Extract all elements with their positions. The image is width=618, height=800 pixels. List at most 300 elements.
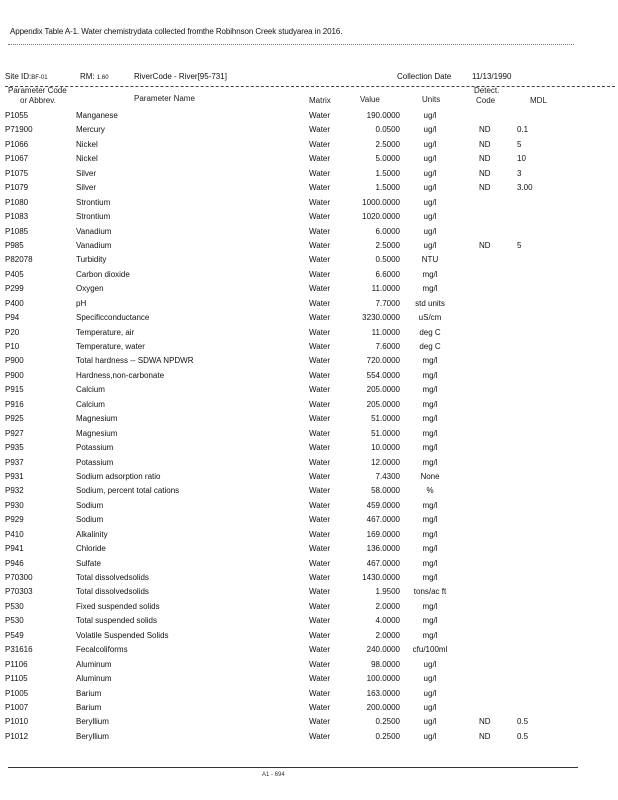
- rm-label: RM:: [80, 72, 95, 81]
- cell-code: P530: [5, 616, 24, 626]
- cell-units-text: mg/l: [422, 529, 438, 539]
- header-detect-code: Code: [476, 96, 496, 105]
- cell-value: 2.0000: [375, 601, 400, 611]
- cell-units-text: ug/l: [423, 226, 437, 236]
- cell-code: P20: [5, 327, 20, 337]
- site-id: [5, 72, 48, 81]
- cell-name: Oxygen: [76, 284, 104, 294]
- table-row: [0, 673, 618, 687]
- cell-name: Potassium: [76, 443, 114, 453]
- cell-value: 467.0000: [366, 515, 400, 525]
- cell-units-text: mg/l: [422, 356, 438, 366]
- cell-value: 554.0000: [366, 370, 400, 380]
- cell-units-text: ug/l: [423, 659, 437, 669]
- cell-code: P1106: [5, 659, 28, 669]
- cell-value: 51.0000: [371, 428, 400, 438]
- header-mdl: MDL: [530, 96, 547, 105]
- cell-matrix: Water: [309, 659, 331, 669]
- table-row: [0, 226, 618, 240]
- cell-value: 1000.0000: [362, 197, 400, 207]
- table-row: [0, 731, 618, 745]
- cell-code: P70303: [5, 587, 33, 597]
- cell-matrix: Water: [309, 587, 331, 597]
- cell-code: P1012: [5, 731, 29, 741]
- table-row: [0, 688, 618, 702]
- cell-code: P946: [5, 558, 24, 568]
- cell-units-text: mg/l: [422, 284, 438, 294]
- cell-det: ND: [479, 154, 491, 164]
- cell-det: ND: [479, 125, 491, 135]
- cell-value: 100.0000: [366, 674, 400, 684]
- cell-name: Aluminum: [76, 659, 112, 669]
- cell-code: P31616: [5, 645, 33, 655]
- cell-units-text: ug/l: [423, 731, 437, 741]
- cell-mdl: 5: [517, 139, 522, 149]
- site-id-value: BF-01: [31, 75, 48, 81]
- cell-value: 51.0000: [371, 414, 400, 424]
- cell-value: 7.6000: [375, 342, 400, 351]
- table-row: [0, 500, 618, 514]
- cell-units-text: mg/l: [422, 558, 438, 568]
- cell-name: Magnesium: [76, 414, 118, 424]
- table-row: [0, 457, 618, 471]
- table-row: [0, 413, 618, 427]
- cell-code: P1080: [5, 197, 29, 207]
- cell-value: 2.5000: [375, 240, 400, 250]
- collection-date-label: Collection Date: [397, 72, 452, 81]
- cell-name: Sodium adsorption ratio: [76, 471, 161, 481]
- cell-matrix: Water: [309, 183, 331, 193]
- cell-name: Barium: [76, 702, 102, 712]
- cell-matrix: Water: [309, 428, 331, 438]
- cell-units-text: ug/l: [423, 197, 437, 207]
- cell-code: P932: [5, 486, 24, 496]
- cell-name: Specificconductance: [76, 313, 150, 323]
- cell-matrix: Water: [309, 529, 331, 539]
- cell-matrix: Water: [309, 154, 331, 164]
- cell-det: ND: [479, 168, 491, 178]
- cell-matrix: Water: [309, 313, 331, 323]
- table-row: [0, 558, 618, 572]
- cell-name: Sodium, percent total cations: [76, 486, 180, 496]
- cell-code: P410: [5, 529, 24, 539]
- table-row: [0, 168, 618, 182]
- cell-matrix: Water: [309, 414, 331, 424]
- cell-matrix: Water: [309, 515, 331, 525]
- header-matrix: Matrix: [309, 96, 331, 105]
- cell-value: 4.0000: [375, 616, 400, 626]
- table-row: [0, 716, 618, 730]
- cell-name: Total hardness -- SDWA NPDWR: [76, 356, 194, 366]
- cell-matrix: Water: [309, 139, 331, 149]
- table-row: [0, 370, 618, 384]
- header-value: Value: [360, 95, 380, 104]
- cell-units-text: ug/l: [423, 111, 437, 120]
- cell-units-text: mg/l: [422, 385, 438, 395]
- cell-units-text: ug/l: [423, 154, 437, 164]
- cell-matrix: Water: [309, 731, 331, 741]
- cell-units-text: ug/l: [423, 168, 437, 178]
- cell-matrix: Water: [309, 616, 331, 626]
- cell-code: P930: [5, 500, 24, 510]
- cell-units-text: mg/l: [422, 414, 438, 424]
- table-row: [0, 384, 618, 398]
- cell-matrix: Water: [309, 601, 331, 611]
- cell-code: P900: [5, 370, 24, 380]
- cell-code: P405: [5, 269, 24, 279]
- cell-matrix: Water: [309, 168, 331, 178]
- cell-units-text: ug/l: [423, 674, 437, 684]
- page-number: A1 - 694: [262, 772, 285, 778]
- cell-units-text: mg/l: [422, 269, 438, 279]
- cell-code: P94: [5, 313, 20, 323]
- cell-value: 11.0000: [371, 327, 400, 337]
- cell-units-text: ug/l: [423, 688, 437, 698]
- cell-value: 0.5000: [375, 255, 400, 265]
- table-row: [0, 110, 618, 124]
- cell-units-text: mg/l: [422, 370, 438, 380]
- cell-units-text: cfu/100ml: [412, 645, 448, 655]
- table-row: [0, 182, 618, 196]
- table-row: [0, 659, 618, 673]
- cell-name: Vanadium: [76, 240, 112, 250]
- cell-matrix: Water: [309, 544, 331, 554]
- cell-value: 1.5000: [375, 183, 400, 193]
- cell-units-text: NTU: [421, 255, 439, 265]
- cell-det: ND: [479, 717, 491, 727]
- table-row: [0, 355, 618, 369]
- header-divider: [5, 86, 615, 87]
- cell-code: P1075: [5, 168, 29, 178]
- cell-matrix: Water: [309, 284, 331, 294]
- cell-matrix: Water: [309, 342, 331, 351]
- cell-value: 1020.0000: [362, 212, 400, 222]
- river-mile: [80, 72, 109, 81]
- cell-code: P1079: [5, 183, 29, 193]
- cell-value: 10.0000: [371, 443, 400, 453]
- cell-matrix: Water: [309, 674, 331, 684]
- cell-name: Fixed suspended solids: [76, 601, 160, 611]
- cell-name: Temperature, water: [76, 342, 145, 351]
- cell-name: Nickel: [76, 154, 98, 164]
- cell-value: 3230.0000: [362, 313, 400, 323]
- cell-name: Turbidity: [76, 255, 107, 265]
- cell-code: P925: [5, 414, 24, 424]
- cell-value: 136.0000: [366, 544, 400, 554]
- cell-units-text: ug/l: [423, 139, 437, 149]
- cell-units-text: mg/l: [422, 573, 438, 582]
- cell-code: P1067: [5, 154, 29, 164]
- cell-code: P70300: [5, 573, 33, 582]
- cell-name: Vanadium: [76, 226, 112, 236]
- cell-code: P929: [5, 515, 24, 525]
- cell-matrix: Water: [309, 500, 331, 510]
- cell-code: P1055: [5, 111, 29, 120]
- cell-units-text: deg C: [419, 342, 441, 351]
- cell-matrix: Water: [309, 486, 331, 496]
- cell-name: Strontium: [76, 197, 111, 207]
- cell-matrix: Water: [309, 645, 331, 655]
- table-row: [0, 197, 618, 211]
- table-row: [0, 139, 618, 153]
- table-row: [0, 269, 618, 283]
- cell-units-text: mg/l: [422, 601, 438, 611]
- cell-code: P935: [5, 443, 24, 453]
- table-row: [0, 298, 618, 312]
- cell-units-text: mg/l: [422, 630, 438, 640]
- cell-code: P1085: [5, 226, 29, 236]
- cell-value: 0.2500: [375, 731, 400, 741]
- cell-name: Mercury: [76, 125, 105, 135]
- cell-matrix: Water: [309, 255, 331, 265]
- cell-name: pH: [76, 298, 87, 308]
- cell-name: Sodium: [76, 500, 104, 510]
- cell-mdl: 0.5: [517, 731, 529, 741]
- cell-units-text: ug/l: [423, 212, 437, 222]
- cell-value: 2.0000: [375, 630, 400, 640]
- cell-value: 163.0000: [366, 688, 400, 698]
- cell-matrix: Water: [309, 356, 331, 366]
- cell-code: P1007: [5, 702, 29, 712]
- cell-matrix: Water: [309, 702, 331, 712]
- table-row: [0, 283, 618, 297]
- cell-units-text: uS/cm: [418, 313, 442, 323]
- cell-value: 1.5000: [375, 168, 400, 178]
- cell-name: Nickel: [76, 139, 98, 149]
- cell-code: P900: [5, 356, 24, 366]
- cell-code: P71900: [5, 125, 33, 135]
- cell-units-text: mg/l: [422, 515, 438, 525]
- cell-code: P916: [5, 399, 24, 409]
- cell-matrix: Water: [309, 457, 331, 467]
- cell-value: 200.0000: [366, 702, 400, 712]
- cell-name: Sulfate: [76, 558, 101, 568]
- cell-name: Silver: [76, 183, 97, 193]
- table-row: [0, 442, 618, 456]
- cell-name: Alkalinity: [76, 529, 108, 539]
- header-detect: Detect.: [474, 86, 500, 95]
- cell-code: P82078: [5, 255, 33, 265]
- cell-det: ND: [479, 183, 491, 193]
- cell-matrix: Water: [309, 385, 331, 395]
- title-divider: [8, 44, 574, 45]
- cell-mdl: 10: [517, 154, 526, 164]
- cell-code: P937: [5, 457, 24, 467]
- cell-code: P1105: [5, 674, 28, 684]
- cell-name: Chloride: [76, 544, 106, 554]
- table-row: [0, 240, 618, 254]
- collection-date-value: 11/13/1990: [472, 72, 512, 81]
- cell-code: P915: [5, 385, 24, 395]
- table-row: [0, 153, 618, 167]
- cell-units-text: mg/l: [422, 616, 438, 626]
- cell-value: 7.4300: [375, 471, 400, 481]
- cell-value: 6.6000: [375, 269, 400, 279]
- cell-matrix: Water: [309, 125, 331, 135]
- header-param-name: Parameter Name: [134, 94, 195, 103]
- cell-code: P931: [5, 471, 24, 481]
- cell-name: Magnesium: [76, 428, 118, 438]
- header-param-code: Parameter Code: [8, 86, 67, 95]
- cell-name: Calcium: [76, 399, 105, 409]
- cell-value: 459.0000: [366, 500, 400, 510]
- cell-units-text: ug/l: [423, 183, 437, 193]
- cell-matrix: Water: [309, 399, 331, 409]
- table-row: [0, 529, 618, 543]
- cell-value: 12.0000: [371, 457, 400, 467]
- cell-mdl: 0.5: [517, 717, 529, 727]
- cell-units-text: None: [420, 471, 440, 481]
- table-row: [0, 428, 618, 442]
- cell-matrix: Water: [309, 298, 331, 308]
- cell-code: P1066: [5, 139, 29, 149]
- cell-name: Hardness,non-carbonate: [76, 370, 165, 380]
- cell-value: 5.0000: [375, 154, 400, 164]
- cell-mdl: 0.1: [517, 125, 529, 135]
- cell-value: 0.0500: [375, 125, 400, 135]
- cell-name: Strontium: [76, 212, 111, 222]
- cell-name: Beryllium: [76, 717, 109, 727]
- cell-units-text: ug/l: [423, 702, 437, 712]
- cell-name: Potassium: [76, 457, 114, 467]
- table-row: [0, 514, 618, 528]
- river-code: RiverCode - River[95-731]: [134, 72, 227, 81]
- cell-units-text: tons/ac ft: [413, 587, 447, 597]
- cell-name: Sodium: [76, 515, 104, 525]
- cell-value: 169.0000: [366, 529, 400, 539]
- cell-code: P530: [5, 601, 24, 611]
- table-row: [0, 586, 618, 600]
- cell-code: P549: [5, 630, 24, 640]
- cell-value: 11.0000: [371, 284, 400, 294]
- table-row: [0, 312, 618, 326]
- cell-value: 58.0000: [371, 486, 400, 496]
- table-row: [0, 124, 618, 138]
- cell-name: Carbon dioxide: [76, 269, 130, 279]
- table-row: [0, 341, 618, 355]
- cell-code: P941: [5, 544, 24, 554]
- cell-mdl: 3: [517, 168, 522, 178]
- table-row: [0, 702, 618, 716]
- cell-units-text: deg C: [419, 327, 441, 337]
- table-row: [0, 543, 618, 557]
- cell-matrix: Water: [309, 240, 331, 250]
- footer-divider: [8, 767, 578, 768]
- cell-name: Barium: [76, 688, 102, 698]
- cell-matrix: Water: [309, 197, 331, 207]
- cell-units-text: std units: [415, 298, 445, 308]
- cell-matrix: Water: [309, 111, 331, 120]
- cell-code: P400: [5, 298, 24, 308]
- cell-name: Aluminum: [76, 674, 112, 684]
- cell-units-text: ug/l: [423, 240, 437, 250]
- cell-mdl: 3.00: [517, 183, 533, 193]
- header-param-abbrev: or Abbrev.: [20, 96, 56, 105]
- cell-value: 1430.0000: [362, 573, 400, 582]
- cell-matrix: Water: [309, 630, 331, 640]
- cell-units-text: mg/l: [422, 399, 438, 409]
- cell-matrix: Water: [309, 370, 331, 380]
- cell-matrix: Water: [309, 688, 331, 698]
- cell-value: 7.7000: [375, 298, 400, 308]
- cell-value: 2.5000: [375, 139, 400, 149]
- data-table-body: [0, 110, 618, 745]
- table-row: [0, 485, 618, 499]
- cell-value: 1.9500: [375, 587, 400, 597]
- cell-value: 190.0000: [366, 111, 400, 120]
- cell-name: Total suspended solids: [76, 616, 157, 626]
- cell-units-text: mg/l: [422, 500, 438, 510]
- cell-value: 205.0000: [366, 385, 400, 395]
- cell-units-text: mg/l: [422, 443, 438, 453]
- cell-units-text: mg/l: [422, 544, 438, 554]
- cell-units-text: ug/l: [423, 717, 437, 727]
- cell-units-text: mg/l: [422, 428, 438, 438]
- cell-value: 0.2500: [375, 717, 400, 727]
- cell-name: Calcium: [76, 385, 105, 395]
- cell-code: P1010: [5, 717, 29, 727]
- cell-matrix: Water: [309, 212, 331, 222]
- cell-units-text: %: [426, 486, 434, 496]
- table-row: [0, 601, 618, 615]
- table-row: [0, 572, 618, 586]
- table-title: Appendix Table A-1. Water chemistrydata collected fromthe Robihnson Creek studyarea in 2016.: [10, 27, 343, 36]
- table-row: [0, 327, 618, 341]
- cell-name: Fecalcoliforms: [76, 645, 128, 655]
- cell-code: P10: [5, 342, 20, 351]
- cell-value: 6.0000: [375, 226, 400, 236]
- cell-name: Total dissolvedsolids: [76, 587, 149, 597]
- cell-code: P1083: [5, 212, 29, 222]
- table-row: [0, 644, 618, 658]
- cell-matrix: Water: [309, 443, 331, 453]
- cell-name: Total dissolvedsolids: [76, 573, 149, 582]
- cell-value: 467.0000: [366, 558, 400, 568]
- cell-matrix: Water: [309, 269, 331, 279]
- table-row: [0, 471, 618, 485]
- header-units: Units: [422, 95, 441, 104]
- cell-det: ND: [479, 731, 491, 741]
- cell-code: P1005: [5, 688, 29, 698]
- cell-code: P985: [5, 240, 24, 250]
- cell-value: 720.0000: [366, 356, 400, 366]
- cell-matrix: Water: [309, 717, 331, 727]
- cell-matrix: Water: [309, 471, 331, 481]
- cell-name: Beryllium: [76, 731, 109, 741]
- cell-name: Volatile Suspended Solids: [76, 630, 169, 640]
- cell-matrix: Water: [309, 573, 331, 582]
- cell-mdl: 5: [517, 240, 522, 250]
- cell-det: ND: [479, 139, 491, 149]
- table-row: [0, 211, 618, 225]
- cell-code: P299: [5, 284, 24, 294]
- cell-name: Manganese: [76, 111, 118, 120]
- cell-det: ND: [479, 240, 491, 250]
- rm-value: 1.60: [96, 75, 109, 81]
- table-row: [0, 399, 618, 413]
- cell-value: 98.0000: [371, 659, 400, 669]
- cell-name: Silver: [76, 168, 97, 178]
- table-row: [0, 254, 618, 268]
- cell-name: Temperature, air: [76, 327, 135, 337]
- cell-units-text: mg/l: [422, 457, 438, 467]
- table-row: [0, 615, 618, 629]
- cell-units-text: ug/l: [423, 125, 437, 135]
- cell-matrix: Water: [309, 558, 331, 568]
- cell-value: 205.0000: [366, 399, 400, 409]
- cell-code: P927: [5, 428, 24, 438]
- table-row: [0, 630, 618, 644]
